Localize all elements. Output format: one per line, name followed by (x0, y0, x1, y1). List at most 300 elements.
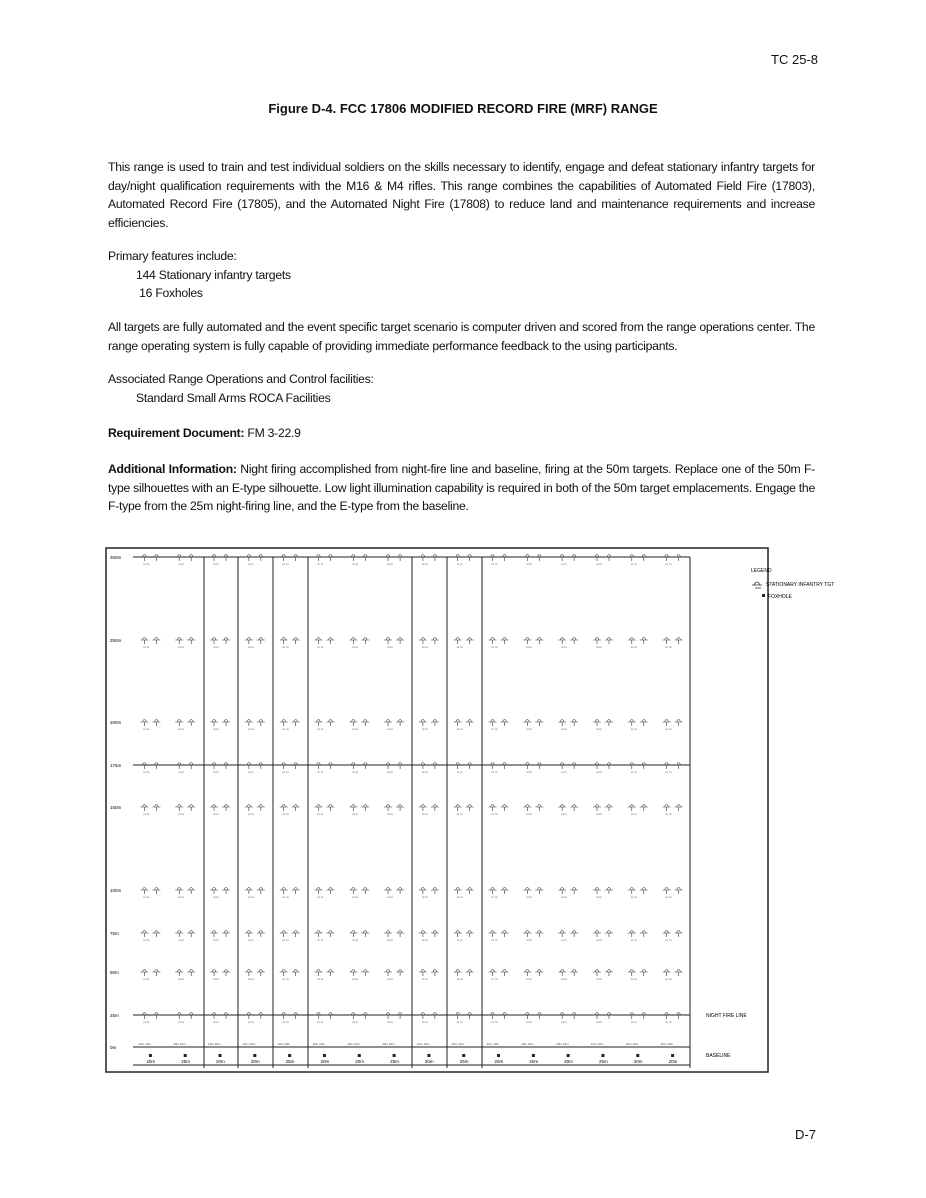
target-distance-label: m m (387, 727, 393, 731)
lane-width-label: 25m (390, 1059, 399, 1064)
target-distance-label: m m (665, 727, 672, 731)
target-icon (187, 720, 195, 727)
target-icon (454, 1013, 462, 1020)
target-icon (292, 970, 300, 977)
target-icon (466, 555, 474, 562)
foxhole-legend-icon (762, 594, 765, 597)
target-distance-label: m m (143, 938, 150, 942)
target-icon (523, 931, 531, 938)
target-icon (152, 555, 160, 562)
target-icon (640, 763, 648, 770)
target-icon (570, 970, 578, 977)
target-icon (280, 805, 288, 812)
target-distance-label: m m (143, 727, 150, 731)
target-icon (396, 1013, 404, 1020)
target-distance-label: m m (387, 895, 393, 899)
legend (751, 568, 834, 600)
target-icon (605, 638, 613, 645)
target-icon (187, 931, 195, 938)
target-distance-label: m m (282, 727, 289, 731)
target-icon (570, 888, 578, 895)
target-icon (314, 638, 322, 645)
target-distance-label: m m (317, 812, 324, 816)
target-distance-label: m m (595, 977, 602, 981)
lane-spacing-label: 10m 10m (382, 1042, 395, 1046)
lane-spacing-label: 10m 10m (556, 1042, 569, 1046)
target-distance-label: m m (561, 938, 567, 942)
target-distance-label: m m (387, 770, 393, 774)
target-distance-label: m m (387, 562, 393, 566)
target-icon (152, 763, 160, 770)
target-distance-label: m m (561, 645, 567, 649)
range-label: 300m (110, 555, 122, 560)
target-icon (605, 1013, 613, 1020)
target-icon (210, 763, 218, 770)
target-icon (326, 970, 334, 977)
target-icon (210, 720, 218, 727)
target-icon (570, 763, 578, 770)
target-distance-label: m m (561, 1020, 567, 1024)
target-distance-label: m m (213, 895, 219, 899)
lane-width-label: 20m (216, 1059, 225, 1064)
target-icon (361, 1013, 369, 1020)
target-icon (349, 720, 357, 727)
target-icon (535, 720, 543, 727)
target-icon (454, 888, 462, 895)
target-distance-label: m m (282, 938, 289, 942)
target-icon (349, 638, 357, 645)
lane-width-label: 25m (459, 1059, 469, 1064)
target-icon (466, 720, 474, 727)
target-distance-label: m m (526, 977, 533, 981)
target-icon (140, 1013, 148, 1020)
foxhole-icon (532, 1054, 535, 1057)
target-icon (466, 888, 474, 895)
target-distance-label: m m (595, 938, 602, 942)
target-icon (326, 805, 334, 812)
facilities-item: Standard Small Arms ROCA Facilities (136, 390, 331, 405)
target-icon (152, 805, 160, 812)
target-distance-label: m m (247, 645, 254, 649)
target-icon (454, 638, 462, 645)
lane-width-label: 20m (250, 1059, 260, 1064)
target-icon (593, 1013, 601, 1020)
target-legend-icon (752, 582, 762, 588)
target-icon (361, 931, 369, 938)
target-icon (501, 888, 509, 895)
lane-spacing-label: 10m 10m (138, 1042, 151, 1046)
target-icon (628, 555, 636, 562)
target-icon (152, 970, 160, 977)
lane-spacing-label: 10m 10m (208, 1042, 221, 1046)
target-icon (292, 763, 300, 770)
target-icon (419, 805, 427, 812)
target-icon (640, 555, 648, 562)
target-icon (245, 555, 253, 562)
target-icon (222, 638, 230, 645)
target-icon (663, 1013, 671, 1020)
target-icon (419, 888, 427, 895)
target-icon (222, 805, 230, 812)
target-icon (663, 763, 671, 770)
target-distance-label: m m (630, 977, 637, 981)
target-distance-label: m m (247, 895, 254, 899)
target-distance-label: m m (491, 562, 498, 566)
target-distance-label: m m (247, 1020, 254, 1024)
target-distance-label: m m (421, 645, 428, 649)
target-distance-label: m m (665, 1020, 672, 1024)
target-icon (140, 555, 148, 562)
lane-width-label: 20m (494, 1059, 504, 1064)
target-icon (210, 970, 218, 977)
target-icon (361, 720, 369, 727)
target-icon (349, 970, 357, 977)
target-distance-label: m m (630, 938, 637, 942)
target-icon (535, 638, 543, 645)
target-icon (292, 720, 300, 727)
target-icon (384, 805, 392, 812)
target-icon (314, 1013, 322, 1020)
target-icon (292, 638, 300, 645)
target-distance-label: m m (595, 562, 602, 566)
target-distance-label: m m (247, 770, 254, 774)
target-icon (280, 555, 288, 562)
target-icon (384, 931, 392, 938)
target-distance-label: m m (595, 1020, 602, 1024)
target-icon (605, 720, 613, 727)
target-icon (222, 970, 230, 977)
features-heading: Primary features include: (108, 249, 237, 263)
target-distance-label: m m (630, 562, 637, 566)
target-icon (605, 763, 613, 770)
foxhole-icon (323, 1054, 326, 1057)
target-icon (384, 638, 392, 645)
target-distance-label: m m (178, 895, 185, 899)
target-icon (675, 638, 683, 645)
lane-width-label: 20m (320, 1059, 330, 1064)
target-icon (419, 1013, 427, 1020)
target-distance-label: m m (630, 770, 637, 774)
target-icon (140, 888, 148, 895)
target-icon (501, 638, 509, 645)
document-id: TC 25-8 (771, 52, 818, 67)
target-distance-label: m m (143, 812, 150, 816)
target-icon (292, 555, 300, 562)
target-icon (314, 931, 322, 938)
lane-width-label: 20m (668, 1059, 678, 1064)
target-icon (523, 1013, 531, 1020)
target-icon (245, 763, 253, 770)
target-icon (489, 763, 497, 770)
target-distance-label: m m (421, 562, 428, 566)
target-distance-label: m m (282, 977, 289, 981)
target-distance-label: m m (595, 645, 602, 649)
target-icon (431, 555, 439, 562)
target-distance-label: m m (526, 1020, 533, 1024)
target-distance-label: m m (421, 895, 428, 899)
range-label: 200m (110, 720, 122, 725)
target-icon (210, 888, 218, 895)
target-distance-label: m m (561, 770, 567, 774)
target-icon (593, 805, 601, 812)
lane-spacing-label: 10m 10m (277, 1042, 291, 1046)
target-icon (628, 888, 636, 895)
target-icon (245, 970, 253, 977)
target-distance-label: m m (282, 645, 289, 649)
target-icon (152, 888, 160, 895)
foxhole-icon (253, 1054, 256, 1057)
target-icon (152, 720, 160, 727)
lane-spacing-label: 10m 10m (521, 1042, 534, 1046)
target-icon (501, 555, 509, 562)
target-icon (326, 888, 334, 895)
lane-spacing-label: 10m 10m (625, 1042, 639, 1046)
target-distance-label: m m (630, 895, 637, 899)
target-distance-label: m m (143, 977, 150, 981)
range-label: 150m (110, 805, 122, 810)
target-icon (175, 638, 183, 645)
target-icon (593, 555, 601, 562)
foxhole-icon (636, 1054, 639, 1057)
target-icon (628, 805, 636, 812)
target-distance-label: m m (456, 770, 463, 774)
target-icon (501, 931, 509, 938)
foxhole-icon (184, 1054, 187, 1057)
target-icon (593, 888, 601, 895)
range-label: 0m (110, 1045, 117, 1050)
target-icon (431, 931, 439, 938)
target-icon (593, 720, 601, 727)
requirement-label: Requirement Document: (108, 426, 245, 440)
target-icon (489, 970, 497, 977)
target-icon (605, 555, 613, 562)
target-icon (663, 720, 671, 727)
target-icon (361, 638, 369, 645)
target-distance-label: m m (247, 727, 254, 731)
target-icon (501, 720, 509, 727)
target-distance-label: m m (352, 977, 359, 981)
target-icon (605, 931, 613, 938)
target-icon (605, 970, 613, 977)
target-distance-label: m m (178, 977, 185, 981)
foxhole-icon (219, 1054, 222, 1057)
target-distance-label: m m (421, 770, 428, 774)
target-icon (431, 720, 439, 727)
target-icon (210, 1013, 218, 1020)
target-icon (349, 931, 357, 938)
target-distance-label: m m (213, 727, 219, 731)
target-icon (675, 555, 683, 562)
target-distance-label: m m (213, 562, 219, 566)
target-icon (558, 555, 566, 562)
target-icon (152, 1013, 160, 1020)
target-icon (535, 805, 543, 812)
target-distance-label: m m (630, 1020, 637, 1024)
target-icon (466, 1013, 474, 1020)
foxhole-icon (288, 1054, 291, 1057)
target-distance-label: m m (178, 562, 185, 566)
target-distance-label: m m (213, 645, 219, 649)
target-icon (454, 931, 462, 938)
target-icon (558, 888, 566, 895)
target-distance-label: m m (178, 770, 185, 774)
target-distance-label: m m (421, 977, 428, 981)
foxhole-icon (601, 1054, 604, 1057)
target-icon (396, 970, 404, 977)
target-icon (361, 970, 369, 977)
legend-foxhole: FOXHOLE (768, 594, 792, 600)
target-icon (570, 720, 578, 727)
target-icon (187, 970, 195, 977)
target-distance-label: m m (178, 938, 185, 942)
target-icon (628, 638, 636, 645)
target-icon (210, 555, 218, 562)
target-icon (245, 805, 253, 812)
target-icon (175, 720, 183, 727)
target-distance-label: m m (387, 977, 393, 981)
figure-title: Figure D-4. FCC 17806 MODIFIED RECORD FIRE (MRF) RANGE (268, 101, 658, 116)
range-label: 250m (110, 638, 122, 643)
target-icon (535, 763, 543, 770)
lane-spacing-label: 10m 10m (486, 1042, 500, 1046)
target-icon (523, 888, 531, 895)
lane-spacing-label: 10m 10m (173, 1042, 186, 1046)
lane-width-label: 20m (424, 1059, 434, 1064)
lane-width-label: 25m (598, 1059, 608, 1064)
feature-item: 144 Stationary infantry targets (136, 267, 291, 282)
target-icon (558, 805, 566, 812)
foxhole-icon (671, 1054, 674, 1057)
target-icon (454, 720, 462, 727)
target-icon (349, 888, 357, 895)
target-icon (675, 805, 683, 812)
target-icon (419, 970, 427, 977)
lane-width-label: 25m (181, 1059, 190, 1064)
target-icon (222, 720, 230, 727)
target-icon (640, 638, 648, 645)
target-icon (523, 970, 531, 977)
target-icon (663, 931, 671, 938)
target-icon (675, 720, 683, 727)
target-icon (431, 1013, 439, 1020)
target-icon (535, 931, 543, 938)
target-icon (558, 763, 566, 770)
target-distance-label: m m (491, 1020, 498, 1024)
target-icon (222, 1013, 230, 1020)
foxhole-icon (462, 1054, 465, 1057)
feature-item: 16 Foxholes (136, 286, 203, 300)
target-icon (280, 931, 288, 938)
target-icon (257, 555, 265, 562)
target-icon (280, 763, 288, 770)
lane-spacing-label: 10m 10m (416, 1042, 430, 1046)
target-icon (663, 555, 671, 562)
target-icon (314, 763, 322, 770)
target-distance-label: m m (526, 938, 533, 942)
target-distance-label: m m (421, 727, 428, 731)
target-icon (489, 805, 497, 812)
target-icon (396, 638, 404, 645)
target-distance-label: m m (247, 812, 254, 816)
target-distance-label: m m (526, 770, 533, 774)
target-icon (361, 763, 369, 770)
target-icon (257, 888, 265, 895)
lane-width-label: 20m (529, 1059, 539, 1064)
target-icon (257, 931, 265, 938)
target-icon (663, 638, 671, 645)
target-icon (535, 1013, 543, 1020)
target-icon (419, 638, 427, 645)
target-icon (489, 555, 497, 562)
target-icon (292, 888, 300, 895)
target-distance-label: m m (178, 812, 185, 816)
target-distance-label: m m (561, 727, 567, 731)
target-icon (558, 931, 566, 938)
target-icon (628, 720, 636, 727)
target-icon (419, 931, 427, 938)
target-icon (489, 638, 497, 645)
target-icon (349, 555, 357, 562)
target-distance-label: m m (665, 645, 672, 649)
target-icon (535, 970, 543, 977)
target-distance-label: m m (317, 562, 324, 566)
target-icon (257, 720, 265, 727)
target-distance-label: m m (595, 770, 602, 774)
target-distance-label: m m (282, 562, 289, 566)
target-icon (523, 763, 531, 770)
target-distance-label: m m (352, 770, 359, 774)
target-icon (593, 931, 601, 938)
target-icon (628, 931, 636, 938)
target-distance-label: m m (665, 562, 672, 566)
target-distance-label: m m (213, 1020, 219, 1024)
target-icon (558, 1013, 566, 1020)
target-icon (280, 1013, 288, 1020)
target-icon (454, 970, 462, 977)
target-icon (326, 720, 334, 727)
target-icon (675, 931, 683, 938)
target-distance-label: m m (526, 645, 533, 649)
lane-spacing-label: 10m 10m (590, 1042, 604, 1046)
target-icon (222, 555, 230, 562)
target-icon (314, 555, 322, 562)
target-icon (396, 720, 404, 727)
target-icon (361, 805, 369, 812)
target-icon (466, 931, 474, 938)
target-icon (466, 638, 474, 645)
range-label: 75m (110, 931, 119, 936)
target-icon (140, 638, 148, 645)
foxhole-icon (567, 1054, 570, 1057)
target-distance-label: m m (352, 562, 359, 566)
target-icon (640, 888, 648, 895)
foxhole-icon (393, 1054, 396, 1057)
target-icon (570, 555, 578, 562)
legend-title: LEGEND (751, 568, 772, 574)
target-icon (257, 638, 265, 645)
target-icon (349, 805, 357, 812)
target-icon (280, 638, 288, 645)
target-icon (210, 805, 218, 812)
target-icon (419, 720, 427, 727)
target-icon (454, 763, 462, 770)
target-distance-label: m m (178, 727, 185, 731)
target-icon (175, 888, 183, 895)
target-distance-label: m m (213, 812, 219, 816)
lane-width-label: 20m (146, 1059, 156, 1064)
target-icon (222, 931, 230, 938)
lane-width-label: 20m (564, 1059, 573, 1064)
